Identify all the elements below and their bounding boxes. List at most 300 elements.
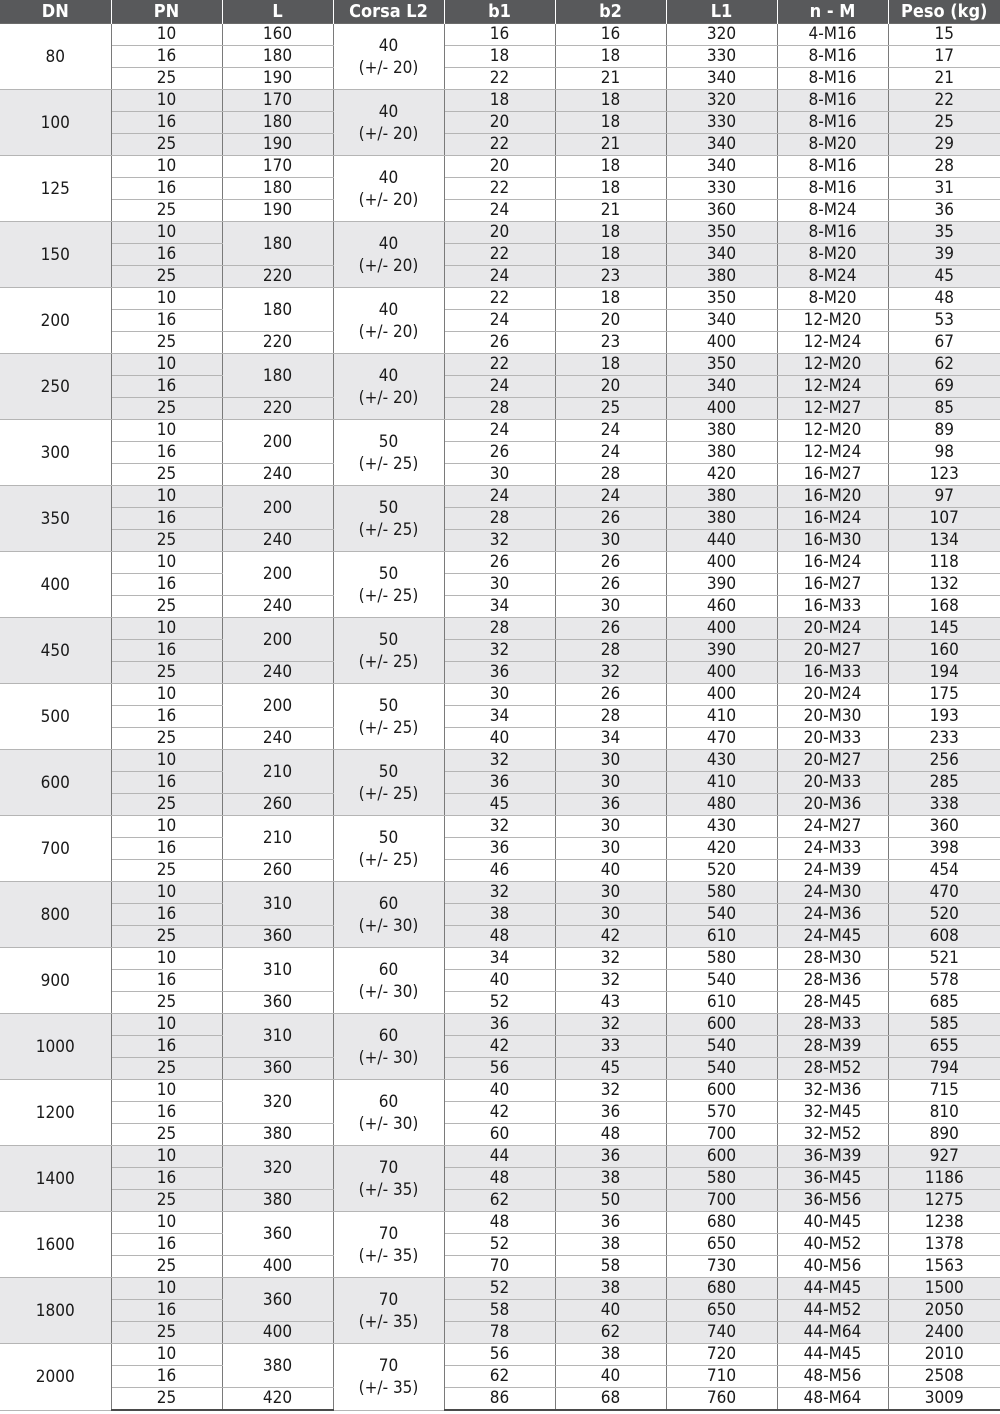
- cell-nm: 24-M45: [777, 926, 888, 948]
- cell-peso: 48: [888, 288, 1000, 310]
- table-row: [0, 750, 1000, 772]
- cell-b1: 30: [444, 574, 555, 596]
- cell-pn: 25: [111, 332, 222, 354]
- cell-peso: 470: [888, 882, 1000, 904]
- cell-b2: 43: [555, 992, 666, 1014]
- cell-nm: 12-M27: [777, 398, 888, 420]
- table-row: [0, 486, 1000, 508]
- cell-pn: 10: [111, 90, 222, 112]
- cell-corsa: [333, 552, 444, 618]
- cell-dn: 350: [0, 486, 111, 552]
- cell-corsa: [333, 90, 444, 156]
- cell-l: 200: [222, 420, 333, 464]
- cell-peso: 17: [888, 46, 1000, 68]
- cell-nm: 24-M27: [777, 816, 888, 838]
- cell-l1: 380: [666, 486, 777, 508]
- cell-l1: 350: [666, 222, 777, 244]
- cell-nm: 24-M30: [777, 882, 888, 904]
- cell-b1: 24: [444, 420, 555, 442]
- cell-peso: 45: [888, 266, 1000, 288]
- cell-l1: 350: [666, 354, 777, 376]
- cell-nm: 8-M16: [777, 156, 888, 178]
- cell-b1: 28: [444, 508, 555, 530]
- cell-b1: 32: [444, 640, 555, 662]
- cell-nm: 12-M20: [777, 420, 888, 442]
- cell-b1: 48: [444, 1168, 555, 1190]
- cell-corsa: [333, 750, 444, 816]
- cell-pn: 25: [111, 926, 222, 948]
- cell-l: 360: [222, 926, 333, 948]
- cell-pn: 16: [111, 1102, 222, 1124]
- cell-b2: 21: [555, 134, 666, 156]
- cell-l1: 360: [666, 200, 777, 222]
- cell-b2: 25: [555, 398, 666, 420]
- cell-dn: 450: [0, 618, 111, 684]
- cell-dn: 400: [0, 552, 111, 618]
- cell-l: 240: [222, 530, 333, 552]
- table-row: [0, 178, 1000, 200]
- table-row: [0, 640, 1000, 662]
- cell-pn: 10: [111, 354, 222, 376]
- cell-pn: 10: [111, 618, 222, 640]
- corsa-value: 50: [378, 431, 399, 452]
- corsa-tolerance: (+/- 25): [358, 585, 419, 606]
- cell-nm: 48-M56: [777, 1366, 888, 1388]
- cell-l1: 340: [666, 68, 777, 90]
- cell-b1: 56: [444, 1344, 555, 1366]
- cell-l: 220: [222, 398, 333, 420]
- cell-b2: 30: [555, 904, 666, 926]
- cell-l: 170: [222, 156, 333, 178]
- corsa-value: 40: [378, 233, 399, 254]
- cell-l1: 400: [666, 552, 777, 574]
- cell-l1: 460: [666, 596, 777, 618]
- cell-pn: 16: [111, 1234, 222, 1256]
- cell-b2: 40: [555, 860, 666, 882]
- cell-nm: 36-M56: [777, 1190, 888, 1212]
- cell-peso: 1563: [888, 1256, 1000, 1278]
- corsa-tolerance: (+/- 20): [358, 387, 419, 408]
- cell-l1: 340: [666, 134, 777, 156]
- cell-l1: 540: [666, 1058, 777, 1080]
- cell-b2: 30: [555, 530, 666, 552]
- cell-l1: 650: [666, 1234, 777, 1256]
- cell-b1: 26: [444, 442, 555, 464]
- cell-dn: 1000: [0, 1014, 111, 1080]
- corsa-value: 50: [378, 827, 399, 848]
- cell-b2: 18: [555, 354, 666, 376]
- cell-peso: 134: [888, 530, 1000, 552]
- cell-pn: 16: [111, 904, 222, 926]
- cell-b2: 48: [555, 1124, 666, 1146]
- table-row: [0, 112, 1000, 134]
- corsa-tolerance: (+/- 25): [358, 453, 419, 474]
- cell-peso: 360: [888, 816, 1000, 838]
- cell-pn: 16: [111, 244, 222, 266]
- cell-pn: 10: [111, 1212, 222, 1234]
- cell-peso: 454: [888, 860, 1000, 882]
- cell-l: 400: [222, 1322, 333, 1344]
- cell-l1: 480: [666, 794, 777, 816]
- table-row: [0, 970, 1000, 992]
- cell-l1: 610: [666, 926, 777, 948]
- cell-b1: 30: [444, 684, 555, 706]
- cell-l1: 400: [666, 398, 777, 420]
- cell-l: 180: [222, 288, 333, 332]
- cell-corsa: [333, 1344, 444, 1411]
- cell-l: 200: [222, 618, 333, 662]
- cell-peso: 118: [888, 552, 1000, 574]
- cell-nm: 44-M45: [777, 1344, 888, 1366]
- cell-peso: 35: [888, 222, 1000, 244]
- table-row: [0, 508, 1000, 530]
- cell-corsa: [333, 816, 444, 882]
- cell-nm: 28-M45: [777, 992, 888, 1014]
- cell-peso: 655: [888, 1036, 1000, 1058]
- cell-l1: 400: [666, 662, 777, 684]
- table-row: [0, 1080, 1000, 1102]
- table-row: [0, 574, 1000, 596]
- cell-dn: 2000: [0, 1344, 111, 1411]
- cell-b1: 22: [444, 354, 555, 376]
- corsa-value: 40: [378, 35, 399, 56]
- cell-b1: 56: [444, 1058, 555, 1080]
- cell-corsa: [333, 288, 444, 354]
- cell-b1: 52: [444, 992, 555, 1014]
- cell-pn: 25: [111, 728, 222, 750]
- cell-nm: 28-M33: [777, 1014, 888, 1036]
- cell-b2: 23: [555, 332, 666, 354]
- table-row: [0, 662, 1000, 684]
- cell-b1: 40: [444, 1080, 555, 1102]
- table-row: [0, 46, 1000, 68]
- cell-b2: 30: [555, 882, 666, 904]
- cell-l: 380: [222, 1190, 333, 1212]
- cell-l1: 340: [666, 156, 777, 178]
- corsa-value: 50: [378, 629, 399, 650]
- cell-dn: 150: [0, 222, 111, 288]
- cell-b1: 16: [444, 24, 555, 46]
- cell-dn: 1800: [0, 1278, 111, 1344]
- cell-peso: 132: [888, 574, 1000, 596]
- corsa-tolerance: (+/- 35): [358, 1377, 419, 1398]
- cell-b2: 30: [555, 772, 666, 794]
- table-row: [0, 1278, 1000, 1300]
- cell-corsa: [333, 486, 444, 552]
- cell-l: 310: [222, 1014, 333, 1058]
- cell-b2: 30: [555, 750, 666, 772]
- cell-nm: 44-M52: [777, 1300, 888, 1322]
- table-row: [0, 24, 1000, 46]
- cell-b1: 18: [444, 46, 555, 68]
- cell-b1: 78: [444, 1322, 555, 1344]
- cell-b2: 30: [555, 596, 666, 618]
- cell-peso: 927: [888, 1146, 1000, 1168]
- cell-peso: 1275: [888, 1190, 1000, 1212]
- cell-peso: 31: [888, 178, 1000, 200]
- corsa-value: 50: [378, 563, 399, 584]
- cell-pn: 25: [111, 1388, 222, 1411]
- cell-pn: 10: [111, 552, 222, 574]
- cell-l1: 650: [666, 1300, 777, 1322]
- cell-l: 170: [222, 90, 333, 112]
- cell-peso: 2010: [888, 1344, 1000, 1366]
- cell-b2: 18: [555, 244, 666, 266]
- corsa-value: 70: [378, 1223, 399, 1244]
- cell-l1: 380: [666, 266, 777, 288]
- cell-l1: 600: [666, 1014, 777, 1036]
- cell-b2: 28: [555, 464, 666, 486]
- cell-pn: 25: [111, 794, 222, 816]
- cell-pn: 25: [111, 992, 222, 1014]
- cell-l: 260: [222, 860, 333, 882]
- cell-peso: 29: [888, 134, 1000, 156]
- header-dn: DN: [0, 0, 111, 24]
- cell-l1: 340: [666, 376, 777, 398]
- cell-nm: 28-M30: [777, 948, 888, 970]
- corsa-value: 60: [378, 1025, 399, 1046]
- cell-peso: 62: [888, 354, 1000, 376]
- cell-l: 240: [222, 728, 333, 750]
- cell-b1: 36: [444, 662, 555, 684]
- cell-b1: 30: [444, 464, 555, 486]
- cell-peso: 685: [888, 992, 1000, 1014]
- cell-nm: 16-M33: [777, 662, 888, 684]
- table-row: [0, 1146, 1000, 1168]
- cell-peso: 520: [888, 904, 1000, 926]
- cell-l: 240: [222, 596, 333, 618]
- cell-b1: 20: [444, 222, 555, 244]
- cell-b1: 20: [444, 156, 555, 178]
- cell-b1: 86: [444, 1388, 555, 1411]
- table-row: [0, 420, 1000, 442]
- cell-nm: 8-M24: [777, 266, 888, 288]
- corsa-tolerance: (+/- 30): [358, 1047, 419, 1068]
- cell-b2: 28: [555, 640, 666, 662]
- cell-pn: 25: [111, 398, 222, 420]
- cell-b1: 34: [444, 596, 555, 618]
- cell-peso: 175: [888, 684, 1000, 706]
- cell-b1: 44: [444, 1146, 555, 1168]
- cell-nm: 44-M45: [777, 1278, 888, 1300]
- cell-nm: 8-M16: [777, 46, 888, 68]
- cell-nm: 20-M27: [777, 750, 888, 772]
- table-row: [0, 1388, 1000, 1411]
- cell-l: 200: [222, 684, 333, 728]
- cell-corsa: [333, 948, 444, 1014]
- cell-b2: 34: [555, 728, 666, 750]
- cell-pn: 10: [111, 24, 222, 46]
- cell-corsa: [333, 222, 444, 288]
- cell-pn: 10: [111, 1146, 222, 1168]
- corsa-value: 60: [378, 893, 399, 914]
- cell-pn: 25: [111, 596, 222, 618]
- cell-l: 180: [222, 222, 333, 266]
- cell-nm: 12-M20: [777, 354, 888, 376]
- cell-nm: 32-M36: [777, 1080, 888, 1102]
- corsa-value: 40: [378, 167, 399, 188]
- cell-peso: 193: [888, 706, 1000, 728]
- table-row: [0, 684, 1000, 706]
- cell-l: 310: [222, 882, 333, 926]
- cell-b2: 18: [555, 222, 666, 244]
- cell-nm: 16-M24: [777, 552, 888, 574]
- cell-pn: 25: [111, 1058, 222, 1080]
- cell-l1: 350: [666, 288, 777, 310]
- cell-nm: 16-M33: [777, 596, 888, 618]
- cell-pn: 10: [111, 1014, 222, 1036]
- cell-b1: 45: [444, 794, 555, 816]
- cell-nm: 28-M36: [777, 970, 888, 992]
- cell-b2: 50: [555, 1190, 666, 1212]
- cell-nm: 12-M24: [777, 376, 888, 398]
- header-pn: PN: [111, 0, 222, 24]
- cell-b2: 45: [555, 1058, 666, 1080]
- cell-b2: 18: [555, 112, 666, 134]
- table-row: [0, 904, 1000, 926]
- table-row: [0, 288, 1000, 310]
- cell-b1: 18: [444, 90, 555, 112]
- cell-l1: 330: [666, 112, 777, 134]
- table-row: [0, 926, 1000, 948]
- cell-peso: 145: [888, 618, 1000, 640]
- cell-b2: 40: [555, 1300, 666, 1322]
- cell-b1: 24: [444, 310, 555, 332]
- table-row: [0, 596, 1000, 618]
- cell-peso: 2508: [888, 1366, 1000, 1388]
- cell-pn: 16: [111, 508, 222, 530]
- cell-nm: 16-M27: [777, 464, 888, 486]
- cell-l: 240: [222, 464, 333, 486]
- cell-peso: 168: [888, 596, 1000, 618]
- cell-b1: 26: [444, 332, 555, 354]
- cell-l1: 340: [666, 244, 777, 266]
- cell-peso: 2400: [888, 1322, 1000, 1344]
- cell-b1: 20: [444, 112, 555, 134]
- cell-l: 380: [222, 1124, 333, 1146]
- cell-l1: 430: [666, 750, 777, 772]
- cell-b1: 48: [444, 926, 555, 948]
- table-row: [0, 464, 1000, 486]
- cell-l1: 410: [666, 772, 777, 794]
- table-row: [0, 1168, 1000, 1190]
- cell-b2: 24: [555, 420, 666, 442]
- cell-l: 160: [222, 24, 333, 46]
- cell-b1: 34: [444, 948, 555, 970]
- table-row: [0, 530, 1000, 552]
- cell-l: 360: [222, 1212, 333, 1256]
- cell-nm: 40-M52: [777, 1234, 888, 1256]
- corsa-tolerance: (+/- 20): [358, 123, 419, 144]
- header-b1: b1: [444, 0, 555, 24]
- cell-pn: 16: [111, 640, 222, 662]
- cell-peso: 194: [888, 662, 1000, 684]
- cell-b2: 36: [555, 1212, 666, 1234]
- table-row: [0, 1344, 1000, 1366]
- cell-l1: 320: [666, 24, 777, 46]
- table-row: [0, 1366, 1000, 1388]
- cell-peso: 1378: [888, 1234, 1000, 1256]
- cell-b2: 18: [555, 178, 666, 200]
- cell-l1: 700: [666, 1124, 777, 1146]
- cell-l1: 390: [666, 574, 777, 596]
- cell-b2: 42: [555, 926, 666, 948]
- cell-peso: 107: [888, 508, 1000, 530]
- cell-corsa: [333, 156, 444, 222]
- cell-pn: 16: [111, 574, 222, 596]
- cell-pn: 16: [111, 442, 222, 464]
- cell-b2: 26: [555, 574, 666, 596]
- table-row: [0, 860, 1000, 882]
- cell-b1: 24: [444, 376, 555, 398]
- cell-l1: 580: [666, 948, 777, 970]
- cell-pn: 10: [111, 684, 222, 706]
- table-row: [0, 332, 1000, 354]
- cell-b2: 68: [555, 1388, 666, 1411]
- corsa-tolerance: (+/- 20): [358, 57, 419, 78]
- cell-peso: 22: [888, 90, 1000, 112]
- cell-b2: 18: [555, 288, 666, 310]
- cell-pn: 16: [111, 376, 222, 398]
- cell-l: 190: [222, 200, 333, 222]
- cell-peso: 36: [888, 200, 1000, 222]
- cell-peso: 89: [888, 420, 1000, 442]
- cell-l: 380: [222, 1344, 333, 1388]
- cell-b1: 24: [444, 266, 555, 288]
- cell-pn: 25: [111, 860, 222, 882]
- table-row: [0, 1102, 1000, 1124]
- cell-b1: 70: [444, 1256, 555, 1278]
- cell-l: 360: [222, 1278, 333, 1322]
- cell-peso: 25: [888, 112, 1000, 134]
- cell-corsa: [333, 420, 444, 486]
- cell-nm: 20-M30: [777, 706, 888, 728]
- cell-pn: 10: [111, 750, 222, 772]
- cell-pn: 16: [111, 1366, 222, 1388]
- table-row: [0, 552, 1000, 574]
- cell-nm: 12-M24: [777, 332, 888, 354]
- cell-b1: 22: [444, 288, 555, 310]
- cell-l1: 380: [666, 420, 777, 442]
- corsa-tolerance: (+/- 25): [358, 717, 419, 738]
- cell-l1: 320: [666, 90, 777, 112]
- cell-peso: 338: [888, 794, 1000, 816]
- cell-b2: 36: [555, 1102, 666, 1124]
- cell-peso: 1500: [888, 1278, 1000, 1300]
- cell-l1: 380: [666, 442, 777, 464]
- cell-peso: 2050: [888, 1300, 1000, 1322]
- cell-b2: 16: [555, 24, 666, 46]
- cell-nm: 32-M52: [777, 1124, 888, 1146]
- cell-dn: 200: [0, 288, 111, 354]
- cell-peso: 39: [888, 244, 1000, 266]
- table-body: [0, 24, 1000, 1411]
- cell-l1: 380: [666, 508, 777, 530]
- cell-nm: 4-M16: [777, 24, 888, 46]
- cell-b1: 42: [444, 1102, 555, 1124]
- cell-l1: 710: [666, 1366, 777, 1388]
- cell-l1: 600: [666, 1146, 777, 1168]
- cell-l: 400: [222, 1256, 333, 1278]
- cell-pn: 16: [111, 178, 222, 200]
- table-row: [0, 992, 1000, 1014]
- cell-nm: 12-M24: [777, 442, 888, 464]
- table-row: [0, 1124, 1000, 1146]
- cell-b1: 36: [444, 838, 555, 860]
- cell-b1: 62: [444, 1366, 555, 1388]
- cell-nm: 16-M24: [777, 508, 888, 530]
- cell-l1: 730: [666, 1256, 777, 1278]
